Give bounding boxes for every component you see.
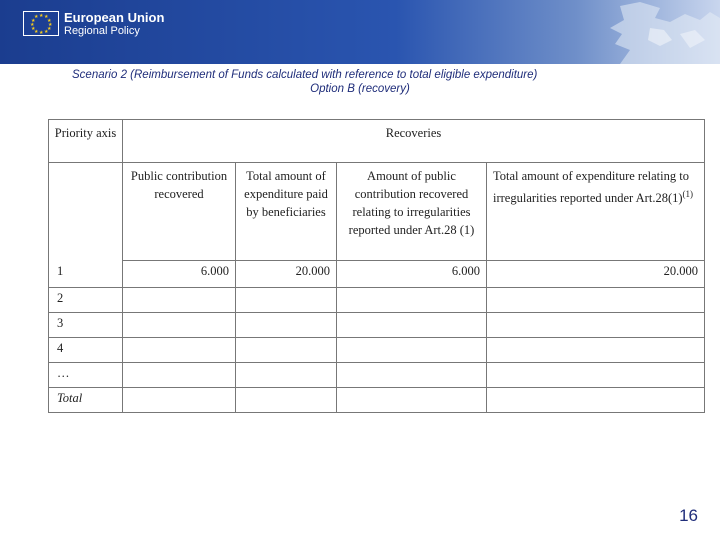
slide-subtitle bbox=[40, 68, 680, 96]
cell bbox=[487, 338, 705, 363]
table-row bbox=[49, 288, 705, 313]
cell bbox=[236, 363, 337, 388]
recoveries-header: Recoveries bbox=[123, 120, 705, 163]
cell bbox=[123, 388, 236, 413]
col4-text: Total amount of expenditure relating to irregularities reported under Art.28(1) bbox=[493, 169, 689, 206]
cell bbox=[487, 313, 705, 338]
blank-header-cell bbox=[49, 163, 123, 261]
row-label: … bbox=[49, 363, 123, 388]
recoveries-table bbox=[48, 119, 705, 413]
cell bbox=[236, 388, 337, 413]
row-label: 4 bbox=[49, 338, 123, 363]
cell bbox=[487, 388, 705, 413]
page-number: 16 bbox=[679, 506, 698, 525]
subtitle-line-2: Option B (recovery) bbox=[310, 83, 410, 95]
col-header-public-contribution-irregularities: Amount of public contribution recovered relating to irregularities reported under Art.28 (1) bbox=[337, 163, 487, 261]
cell bbox=[337, 388, 487, 413]
cell bbox=[123, 338, 236, 363]
cell bbox=[337, 313, 487, 338]
table-row bbox=[49, 313, 705, 338]
subtitle-line-1: Scenario 2 (Reimbursement of Funds calculated with reference to total eligible expenditure) bbox=[72, 69, 538, 81]
cell bbox=[123, 313, 236, 338]
header-banner bbox=[0, 0, 720, 64]
cell bbox=[236, 338, 337, 363]
cell bbox=[337, 338, 487, 363]
row-label-total: Total bbox=[49, 388, 123, 413]
cell bbox=[236, 313, 337, 338]
cell bbox=[123, 288, 236, 313]
table-row bbox=[49, 388, 705, 413]
cell bbox=[487, 288, 705, 313]
org-subtitle: Regional Policy bbox=[64, 25, 140, 37]
cell bbox=[123, 363, 236, 388]
cell-total-expenditure-irregularities: 20.000 bbox=[487, 261, 705, 288]
org-title: European Union bbox=[64, 10, 165, 25]
col4-footnote: (1) bbox=[682, 189, 694, 199]
table-row bbox=[49, 261, 705, 288]
eu-flag-icon: ★ ★ ★ ★ ★ ★ ★ ★ ★ ★ ★ ★ bbox=[23, 11, 59, 36]
col-header-public-contribution: Public contribution recovered bbox=[123, 163, 236, 261]
cell bbox=[337, 363, 487, 388]
cell-total-expenditure: 20.000 bbox=[236, 261, 337, 288]
row-label: 2 bbox=[49, 288, 123, 313]
priority-axis-header: Priority axis bbox=[49, 120, 123, 163]
table-row bbox=[49, 338, 705, 363]
cell bbox=[487, 363, 705, 388]
cell bbox=[236, 288, 337, 313]
col-header-total-expenditure-irregularities bbox=[487, 163, 705, 261]
table-row bbox=[49, 363, 705, 388]
cell-public-contribution: 6.000 bbox=[123, 261, 236, 288]
europe-map-icon bbox=[560, 0, 720, 64]
row-label: 1 bbox=[49, 261, 123, 288]
col-header-total-expenditure: Total amount of expenditure paid by beneficiaries bbox=[236, 163, 337, 261]
cell bbox=[337, 288, 487, 313]
cell-public-contribution-irregularities: 6.000 bbox=[337, 261, 487, 288]
row-label: 3 bbox=[49, 313, 123, 338]
